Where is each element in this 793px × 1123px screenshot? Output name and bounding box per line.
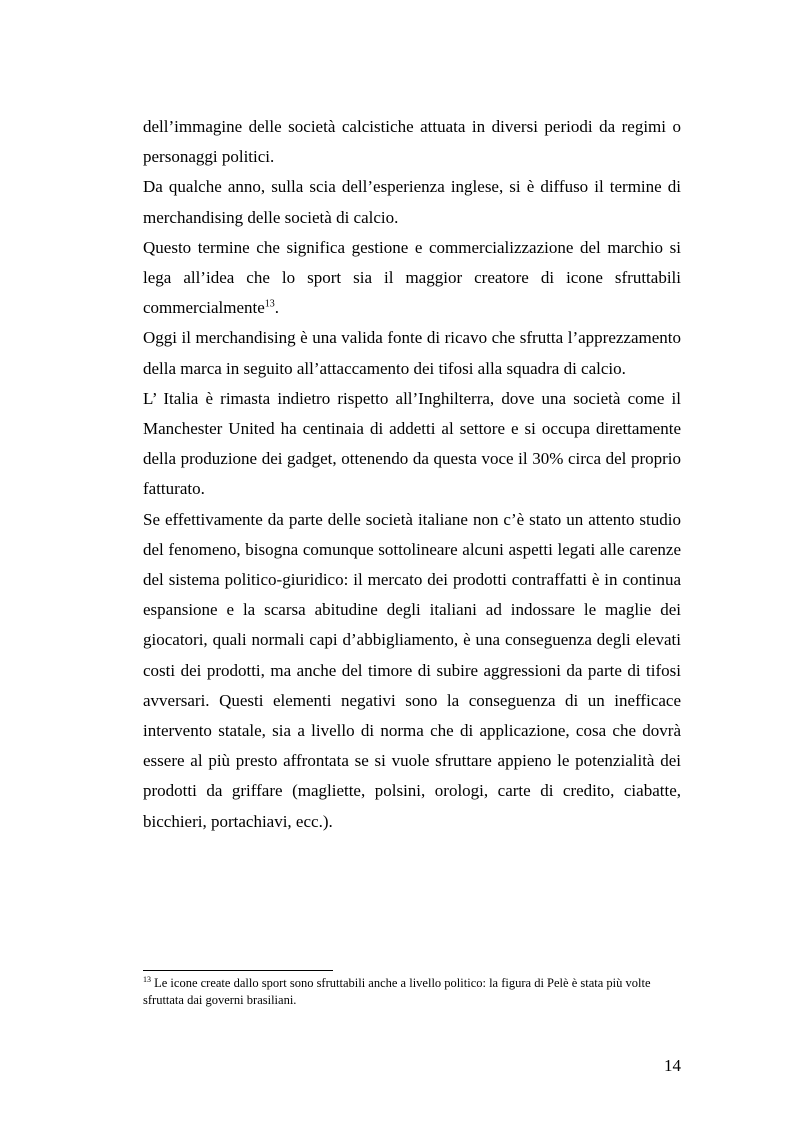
footnote-text: Le icone create dallo sport sono sfruttabili anche a livello politico: la figura di Pelè è stata più volte sfruttata dai governi brasiliani. — [143, 976, 651, 1007]
paragraph-3 — [143, 233, 681, 324]
paragraph-6: Se effettivamente da parte delle società italiane non c’è stato un attento studio del fenomeno, bisogna comunque sottolineare alcuni aspetti legati alle carenze del sistema politico-giuridico: il mercato dei prodotti contraffatti è in continua espansione e la scarsa abitudine degli italiani ad indossare le maglie dei giocatori, quali normali capi d’abbigliamento, è una conseguenza degli elevati costi dei prodotti, ma anche del timore di subire aggressioni da parte di tifosi avversari. Questi elementi negativi sono la conseguenza di un inefficace intervento statale, sia a livello di norma che di applicazione, cosa che dovrà essere al più presto affrontata se si vuole sfruttare appieno le potenzialità dei prodotti da griffare (magliette, polsini, orologi, carte di credito, ciabatte, bicchieri, portachiavi, ecc.). — [143, 509, 681, 831]
paragraph-4: Oggi il merchandising è una valida fonte di ricavo che sfrutta l’apprezzamento della marca in seguito all’attaccamento dei tifosi alla squadra di calcio. — [143, 328, 681, 378]
footnote-separator — [143, 970, 333, 971]
footnote-reference: 13 — [264, 298, 275, 310]
body-text — [143, 112, 681, 837]
paragraph-1: dell’immagine delle società calcistiche attuata in diversi periodi da regimi o personaggi politici. — [143, 117, 681, 167]
paragraph-5: L’ Italia è rimasta indietro rispetto all’Inghilterra, dove una società come il Manchester United ha centinaia di addetti al settore e si occupa direttamente della produzione dei gadget, ottenendo da questa voce il 30% circa del proprio fatturato. — [143, 388, 681, 499]
footnote — [143, 975, 681, 1009]
page-number: 14 — [664, 1056, 681, 1075]
paragraph-2: Da qualche anno, sulla scia dell’esperienza inglese, si è diffuso il termine di merchandising delle società di calcio. — [143, 177, 681, 227]
paragraph-3-text: Questo termine che significa gestione e commercializzazione del marchio si lega all’idea che lo sport sia il maggior creatore di icone sfruttabili commercialmente — [143, 237, 681, 318]
paragraph-3-end: . — [274, 298, 280, 318]
footnote-number: 13 — [143, 974, 151, 984]
